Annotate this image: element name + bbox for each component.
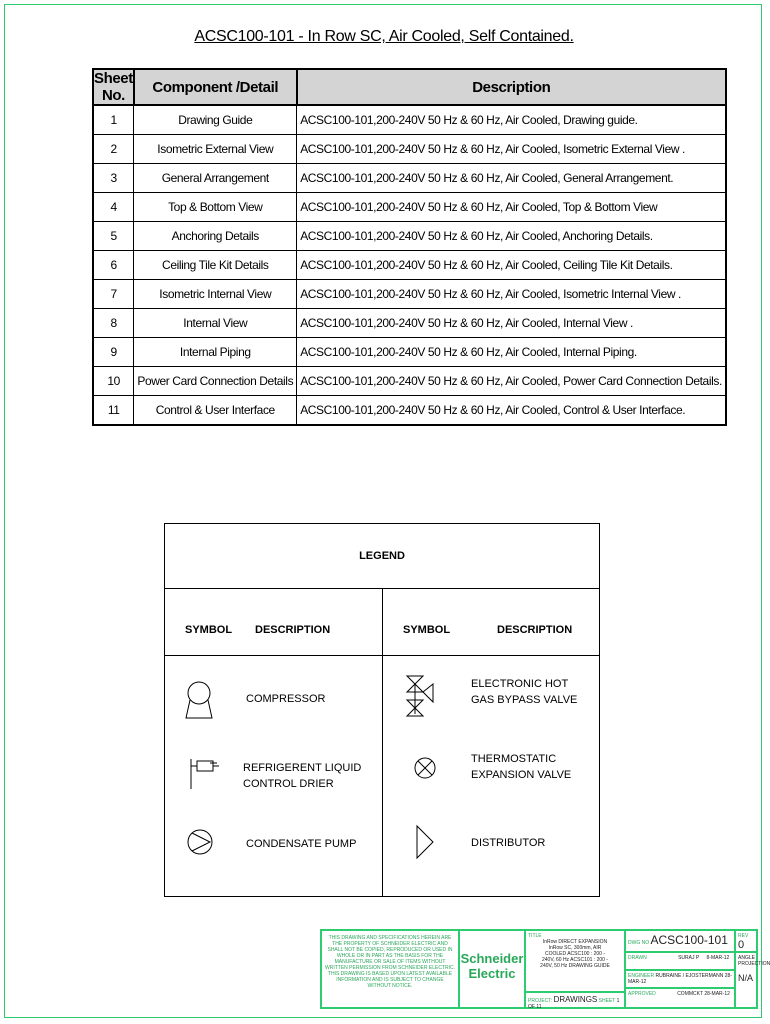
title-block-angle-cell [735,952,770,1008]
component-cell: Ceiling Tile Kit Details [134,251,297,280]
title-block [320,929,770,1010]
legend-header-divider [165,655,599,656]
header-component: Component /Detail [134,69,297,105]
table-row [93,135,726,164]
header-sheet-no: Sheet No. [94,70,133,104]
sheet-number-cell: 11 [93,396,134,426]
sheet-index-table [92,68,727,426]
dwg-label: DWG NO [628,940,650,946]
description-cell: ACSC100-101,200-240V 50 Hz & 60 Hz, Air Cooled, Isometric Internal View . [297,280,726,309]
sheet-number-cell: 1 [93,105,134,135]
sheet-number-cell: 10 [93,367,134,396]
project-value: DRAWINGS [553,995,598,1004]
description-cell: ACSC100-101,200-240V 50 Hz & 60 Hz, Air Cooled, Power Card Connection Details. [297,367,726,396]
title-block-title-cell [525,930,625,992]
logo-line1: Schneider [460,951,524,966]
description-cell: ACSC100-101,200-240V 50 Hz & 60 Hz, Air Cooled, Internal View . [297,309,726,338]
table-row [93,309,726,338]
legend-item-drier: REFRIGERENT LIQUID CONTROL DRIER [243,762,362,790]
component-cell: General Arrangement [134,164,297,193]
approved-name: COMMCKT [677,991,703,997]
description-cell: ACSC100-101,200-240V 50 Hz & 60 Hz, Air Cooled, Anchoring Details. [297,222,726,251]
engineer-name: RUBRAINE / EJOSTERMANN [655,973,724,979]
sheet-number-cell: 8 [93,309,134,338]
bypass-valve-icon [401,670,441,720]
title-block-engineer-row [625,970,735,988]
angle-label: ANGLE PROJECTION [738,955,770,967]
table-row [93,193,726,222]
sheet-label: SHEET [598,998,616,1004]
sheet-number-cell: 5 [93,222,134,251]
sheet-number-cell: 4 [93,193,134,222]
logo-line2: Electric [468,966,516,981]
angle-value: N/A [738,973,754,983]
engineer-label: ENGINEER [628,973,655,979]
table-row [93,280,726,309]
page-title: ACSC100-101 - In Row SC, Air Cooled, Self Contained. [194,28,574,45]
legend-item-distributor: DISTRIBUTOR [471,837,546,849]
description-cell: ACSC100-101,200-240V 50 Hz & 60 Hz, Air Cooled, Drawing guide. [297,105,726,135]
table-row [93,338,726,367]
legend-description-header-right: DESCRIPTION [497,624,573,636]
compressor-icon [183,676,215,720]
legend-column-divider [382,588,383,896]
table-row [93,164,726,193]
table-row [93,105,726,135]
drawn-date: 8-MAR-12 [706,955,730,961]
title-block-rev-cell [735,930,757,952]
rev-value: 0 [738,939,745,951]
drawn-label: DRAWN [628,955,647,961]
title-block-project-cell [525,992,625,1008]
rev-label: REV [738,933,749,939]
legend-symbol-header-left: SYMBOL [185,624,233,636]
dwg-value: ACSC100-101 [650,933,728,947]
legend-description-header-left: DESCRIPTION [255,624,331,636]
table-row [93,367,726,396]
table-row [93,251,726,280]
header-description: Description [297,69,726,105]
component-cell: Power Card Connection Details [134,367,297,396]
drawn-by: SURAJ P [678,955,700,961]
drier-icon [183,756,227,792]
sheet-number-cell: 9 [93,338,134,367]
description-cell: ACSC100-101,200-240V 50 Hz & 60 Hz, Air Cooled, Control & User Interface. [297,396,726,426]
sheet-number-cell: 6 [93,251,134,280]
component-cell: Internal Piping [134,338,297,367]
component-cell: Top & Bottom View [134,193,297,222]
sheet-number-cell: 2 [93,135,134,164]
approved-label: APPROVED [628,991,656,997]
component-cell: Control & User Interface [134,396,297,426]
title-block-approved-row [625,988,735,1008]
title-text: InRow DIRECT EXPANSION InRow SC, 300mm, AIR COOLED ACSC100 : 200 - 240V, 60 Hz ACSC101 : 200 - 240V, 50 Hz DRAWING GUIDE [540,939,610,969]
legend-item-expansion-valve: THERMOSTATIC EXPANSION VALVE [471,753,572,781]
approved-date: 28-MAR-12 [704,991,730,997]
distributor-icon [413,822,437,862]
description-cell: ACSC100-101,200-240V 50 Hz & 60 Hz, Air Cooled, General Arrangement. [297,164,726,193]
table-row [93,396,726,426]
legend-title: LEGEND [359,550,405,562]
sheet-number-cell: 7 [93,280,134,309]
legend-box [164,523,600,897]
description-cell: ACSC100-101,200-240V 50 Hz & 60 Hz, Air Cooled, Ceiling Tile Kit Details. [297,251,726,280]
component-cell: Isometric External View [134,135,297,164]
description-cell: ACSC100-101,200-240V 50 Hz & 60 Hz, Air Cooled, Top & Bottom View [297,193,726,222]
title-block-drawn-row [625,952,735,970]
project-label: PROJECT: [528,998,553,1004]
table-header-row [93,69,726,105]
legend-item-condensate-pump: CONDENSATE PUMP [246,838,357,850]
condensate-pump-icon [185,822,215,862]
title-block-disclaimer: THIS DRAWING AND SPECIFICATIONS HEREIN ARE THE PROPERTY OF SCHNEIDER ELECTRIC AND SHALL NOT BE COPIED, REPRODUCED OR USED IN WHOLE OR IN PART AS THE BASIS FOR THE MANUFACTURE OR SALE OF ITEMS WITHOUT WRITTEN PERMISSION FROM SCHNEIDER ELECTRIC. THIS DRAWING IS BASED UPON LATEST AVAILABLE INFORMATION AND IS SUBJECT TO CHANGE WITHOUT NOTICE. [321,930,459,1008]
engineer-date: 28-MAR-12 [628,973,732,985]
description-cell: ACSC100-101,200-240V 50 Hz & 60 Hz, Air Cooled, Internal Piping. [297,338,726,367]
legend-symbol-header-right: SYMBOL [403,624,451,636]
title-block-dwg-cell [625,930,735,952]
component-cell: Isometric Internal View [134,280,297,309]
sheet-number-cell: 3 [93,164,134,193]
component-cell: Anchoring Details [134,222,297,251]
title-label: TITLE [528,933,542,939]
component-cell: Drawing Guide [134,105,297,135]
description-cell: ACSC100-101,200-240V 50 Hz & 60 Hz, Air Cooled, Isometric External View . [297,135,726,164]
sheet-value: 1 OF 11 [528,998,620,1010]
table-row [93,222,726,251]
legend-item-compressor: COMPRESSOR [246,693,326,705]
title-block-logo [459,930,525,1008]
legend-item-bypass-valve: ELECTRONIC HOT GAS BYPASS VALVE [471,678,578,706]
expansion-valve-icon [413,750,437,786]
component-cell: Internal View [134,309,297,338]
